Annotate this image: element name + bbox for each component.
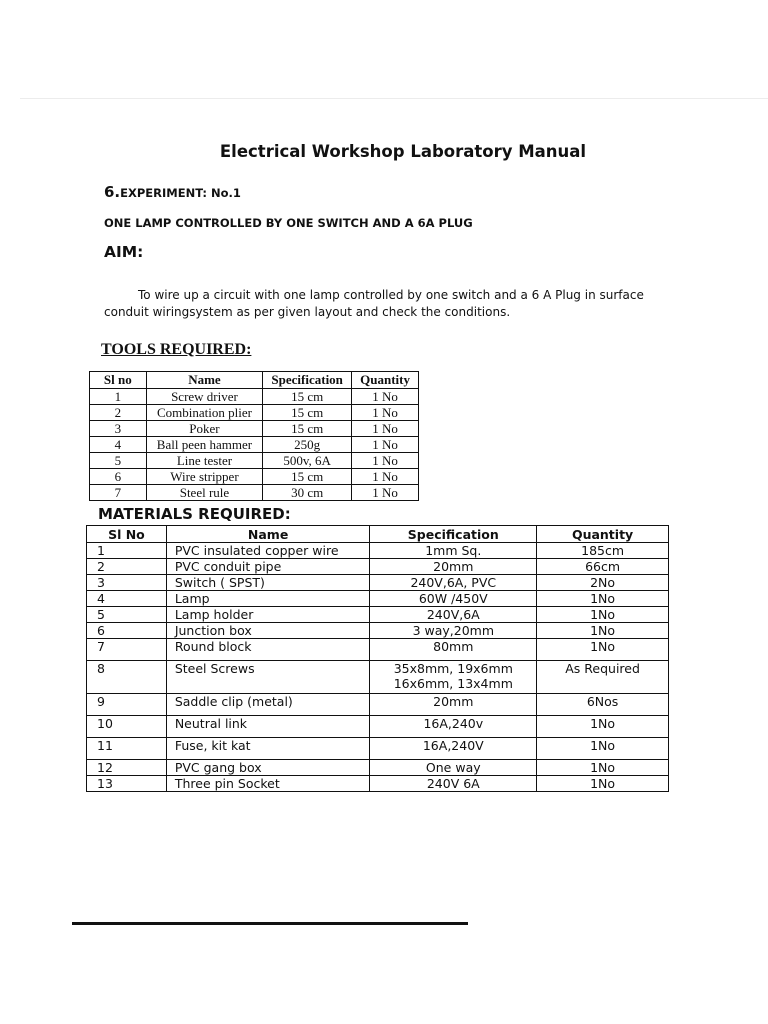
table-row (87, 559, 669, 575)
tools-cell: 1 No (352, 437, 419, 453)
materials-heading: MATERIALS REQUIRED: (98, 505, 291, 523)
tools-cell: 4 (90, 437, 147, 453)
tools-cell: Wire stripper (146, 469, 263, 485)
materials-cell: 80mm (370, 639, 537, 661)
table-row (87, 591, 669, 607)
materials-table (86, 525, 669, 792)
tools-cell: 15 cm (263, 469, 352, 485)
tools-cell: 3 (90, 421, 147, 437)
table-row (87, 716, 669, 738)
table-row (90, 389, 419, 405)
materials-col-header: Quantity (537, 526, 669, 543)
tools-cell: 5 (90, 453, 147, 469)
experiment-subtitle: ONE LAMP CONTROLLED BY ONE SWITCH AND A 6A PLUG (104, 216, 473, 230)
materials-cell: 6Nos (537, 694, 669, 716)
experiment-number: 6. (104, 183, 121, 201)
materials-cell: 11 (87, 738, 167, 760)
table-row (87, 694, 669, 716)
tools-cell: 250g (263, 437, 352, 453)
materials-cell: PVC conduit pipe (166, 559, 370, 575)
tools-cell: Combination plier (146, 405, 263, 421)
tools-header-row (90, 372, 419, 389)
tools-table (89, 371, 419, 501)
materials-cell: 16A,240V (370, 738, 537, 760)
materials-cell: 9 (87, 694, 167, 716)
materials-cell: Neutral link (166, 716, 370, 738)
materials-cell: 2 (87, 559, 167, 575)
footer-rule (72, 922, 468, 925)
materials-cell: 1No (537, 639, 669, 661)
materials-cell: Three pin Socket (166, 776, 370, 792)
tools-col-header: Name (146, 372, 263, 389)
table-row (87, 543, 669, 559)
materials-cell: 66cm (537, 559, 669, 575)
tools-cell: Screw driver (146, 389, 263, 405)
experiment-label (104, 183, 241, 201)
materials-cell: Switch ( SPST) (166, 575, 370, 591)
materials-cell: 2No (537, 575, 669, 591)
materials-cell: 1No (537, 760, 669, 776)
materials-cell: 1No (537, 776, 669, 792)
tools-col-header: Specification (263, 372, 352, 389)
table-row (87, 639, 669, 661)
materials-cell: 12 (87, 760, 167, 776)
table-row (87, 776, 669, 792)
table-row (87, 575, 669, 591)
materials-cell: 35x8mm, 19x6mm 16x6mm, 13x4mm (370, 661, 537, 694)
materials-col-header: Sl No (87, 526, 167, 543)
materials-cell: 1No (537, 716, 669, 738)
page-title: Electrical Workshop Laboratory Manual (219, 142, 587, 161)
materials-cell: 60W /450V (370, 591, 537, 607)
tools-cell: 1 (90, 389, 147, 405)
materials-cell: 13 (87, 776, 167, 792)
materials-cell: 3 (87, 575, 167, 591)
tools-cell: Poker (146, 421, 263, 437)
table-row (90, 485, 419, 501)
materials-cell: 1No (537, 738, 669, 760)
materials-cell: 240V,6A, PVC (370, 575, 537, 591)
materials-cell: Steel Screws (166, 661, 370, 694)
materials-cell: 20mm (370, 694, 537, 716)
materials-cell: 3 way,20mm (370, 623, 537, 639)
tools-cell: 2 (90, 405, 147, 421)
materials-cell: 1No (537, 623, 669, 639)
table-row (87, 760, 669, 776)
materials-cell: 185cm (537, 543, 669, 559)
materials-cell: Round block (166, 639, 370, 661)
page-top-edge (20, 98, 768, 99)
tools-cell: 1 No (352, 485, 419, 501)
materials-cell: 7 (87, 639, 167, 661)
materials-cell: 5 (87, 607, 167, 623)
materials-cell: 4 (87, 591, 167, 607)
tools-cell: Line tester (146, 453, 263, 469)
tools-cell: 15 cm (263, 421, 352, 437)
tools-cell: Steel rule (146, 485, 263, 501)
materials-cell: 1mm Sq. (370, 543, 537, 559)
materials-col-header: Specification (370, 526, 537, 543)
materials-cell: PVC insulated copper wire (166, 543, 370, 559)
aim-text: To wire up a circuit with one lamp controlled by one switch and a 6 A Plug in surface conduit wiringsystem as per given layout and check the conditions. (104, 288, 644, 319)
experiment-text: EXPERIMENT: No.1 (120, 186, 241, 200)
materials-cell: Saddle clip (metal) (166, 694, 370, 716)
table-row (90, 405, 419, 421)
tools-cell: 1 No (352, 453, 419, 469)
materials-cell: 1 (87, 543, 167, 559)
materials-cell: 20mm (370, 559, 537, 575)
tools-cell: 1 No (352, 405, 419, 421)
tools-cell: 7 (90, 485, 147, 501)
table-row (87, 738, 669, 760)
materials-cell: 16A,240v (370, 716, 537, 738)
tools-cell: 1 No (352, 469, 419, 485)
materials-col-header: Name (166, 526, 370, 543)
tools-cell: 15 cm (263, 405, 352, 421)
tools-col-header: Sl no (90, 372, 147, 389)
table-row (90, 469, 419, 485)
materials-cell: Fuse, kit kat (166, 738, 370, 760)
materials-cell: 240V 6A (370, 776, 537, 792)
materials-cell: PVC gang box (166, 760, 370, 776)
tools-cell: Ball peen hammer (146, 437, 263, 453)
table-row (90, 437, 419, 453)
table-row (87, 661, 669, 694)
aim-heading: AIM: (104, 243, 144, 261)
tools-cell: 500v, 6A (263, 453, 352, 469)
table-row (90, 421, 419, 437)
materials-cell: Junction box (166, 623, 370, 639)
table-row (87, 623, 669, 639)
materials-cell: 10 (87, 716, 167, 738)
tools-cell: 6 (90, 469, 147, 485)
materials-cell: 6 (87, 623, 167, 639)
tools-col-header: Quantity (352, 372, 419, 389)
tools-cell: 30 cm (263, 485, 352, 501)
materials-cell: 1No (537, 607, 669, 623)
tools-cell: 1 No (352, 421, 419, 437)
materials-cell: 1No (537, 591, 669, 607)
table-row (87, 607, 669, 623)
table-row (90, 453, 419, 469)
materials-cell: Lamp (166, 591, 370, 607)
materials-header-row (87, 526, 669, 543)
tools-cell: 1 No (352, 389, 419, 405)
materials-cell: Lamp holder (166, 607, 370, 623)
materials-cell: One way (370, 760, 537, 776)
materials-cell: 240V,6A (370, 607, 537, 623)
tools-cell: 15 cm (263, 389, 352, 405)
tools-heading: TOOLS REQUIRED: (101, 341, 252, 358)
materials-cell: As Required (537, 661, 669, 694)
materials-cell: 8 (87, 661, 167, 694)
